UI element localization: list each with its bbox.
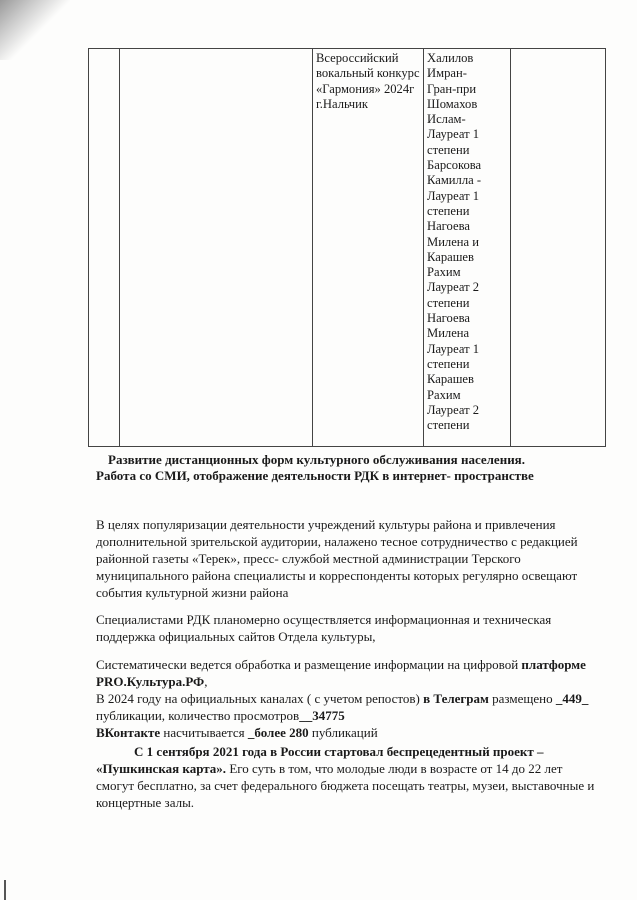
text-line [96, 760, 616, 777]
winner-line: Рахим [427, 265, 461, 280]
winner-line: Карашев [427, 249, 474, 264]
text-line [96, 690, 616, 707]
winner-line: степени [427, 418, 470, 433]
text-line: районной газеты «Терек», пресс- службой местной администрации Терского [96, 551, 521, 566]
winner-line: Нагоева [427, 219, 470, 234]
winner-line: Шомахов [427, 96, 478, 111]
text-line: поддержка официальных сайтов Отдела культуры, [96, 629, 376, 644]
text-run: публикаций [308, 725, 378, 740]
text-run: публикации, количество просмотров [96, 708, 300, 723]
scan-corner-shadow [0, 0, 70, 60]
bold-run: _более 280 [247, 725, 309, 740]
contest-line: г.Нальчик [316, 96, 368, 111]
bold-run: _449_ [555, 691, 589, 706]
paragraph-cooperation [96, 516, 616, 601]
table-cell-empty [511, 49, 606, 447]
text-run: Его суть в том, что молодые люди в возрасте от 14 до 22 лет [226, 761, 563, 776]
bold-run: в Телеграм [423, 691, 489, 706]
text-run: насчитывается [160, 725, 248, 740]
text-run: Систематически ведется обработка и размещение информации на цифровой [96, 657, 522, 672]
table-cell-empty [120, 49, 313, 447]
winner-line: Лауреат 1 [427, 188, 480, 203]
paragraph-publications [96, 656, 616, 741]
section-heading [96, 452, 556, 484]
winner-line: Карашев [427, 372, 474, 387]
text-run: , [204, 674, 208, 689]
winner-line: Камилла - [427, 173, 482, 188]
text-line: В целях популяризации деятельности учреждений культуры района и привлечения [96, 517, 556, 532]
text-line [96, 724, 616, 741]
bold-run: С 1 сентября 2021 года в России стартовал беспрецедентный проект – [134, 744, 544, 759]
table-cell-empty [89, 49, 120, 447]
scan-edge-mark [4, 880, 6, 900]
winner-line: Халилов [427, 51, 474, 65]
text-run: В 2024 году на официальных каналах ( с учетом репостов) [96, 691, 424, 706]
text-run: размещено [488, 691, 556, 706]
winner-line: степени [427, 142, 470, 157]
contest-line: вокальный конкурс [316, 66, 420, 81]
bold-run: ВКонтакте [96, 725, 161, 740]
heading-line: Работа со СМИ, отображение деятельности РДК в интернет- пространстве [96, 468, 534, 483]
winner-line: Лауреат 1 [427, 341, 480, 356]
text-line: Специалистами РДК планомерно осуществляется информационная и техническая [96, 612, 552, 627]
text-line: события культурной жизни района [96, 585, 289, 600]
winner-line: Имран- [427, 66, 467, 81]
winner-line: Нагоева [427, 311, 470, 326]
heading-line: Развитие дистанционных форм культурного обслуживания населения. [108, 452, 525, 467]
text-line: смогут бесплатно, за счет федерального бюджета посещать театры, музеи, выставочные и [96, 778, 595, 793]
awards-table [88, 48, 606, 447]
winner-line: Милена и [427, 234, 480, 249]
winners-cell [424, 49, 511, 447]
winner-line: Барсокова [427, 158, 482, 173]
winner-line: Гран-при [427, 81, 477, 96]
text-line [96, 673, 616, 690]
winner-line: Ислам- [427, 112, 466, 127]
table-row [89, 49, 606, 447]
bold-run: PRO.Культура.РФ [96, 674, 205, 689]
contest-line: «Гармония» 2024г [316, 81, 415, 96]
bold-run: платформе [521, 657, 586, 672]
text-line [96, 656, 616, 673]
text-line: концертные залы. [96, 795, 195, 810]
bold-run: __34775 [299, 708, 345, 723]
winner-line: Милена [427, 326, 470, 341]
winner-line: степени [427, 203, 470, 218]
winner-line: степени [427, 295, 470, 310]
paragraph-websites [96, 611, 616, 645]
winner-line: Лауреат 2 [427, 402, 480, 417]
winner-line: Лауреат 2 [427, 280, 480, 295]
text-line: дополнительной зрительской аудитории, налажено тесное сотрудничество с редакцией [96, 534, 578, 549]
contest-cell [313, 49, 424, 447]
text-line: муниципального района специалисты и корреспонденты которых регулярно освещают [96, 568, 578, 583]
text-line [96, 707, 616, 724]
winner-line: Рахим [427, 387, 461, 402]
winner-line: степени [427, 356, 470, 371]
winner-line: Лауреат 1 [427, 127, 480, 142]
text-line [96, 743, 616, 760]
paragraph-pushkin-card [96, 743, 616, 811]
bold-run: «Пушкинская карта». [96, 761, 227, 776]
contest-line: Всероссийский [316, 51, 399, 65]
